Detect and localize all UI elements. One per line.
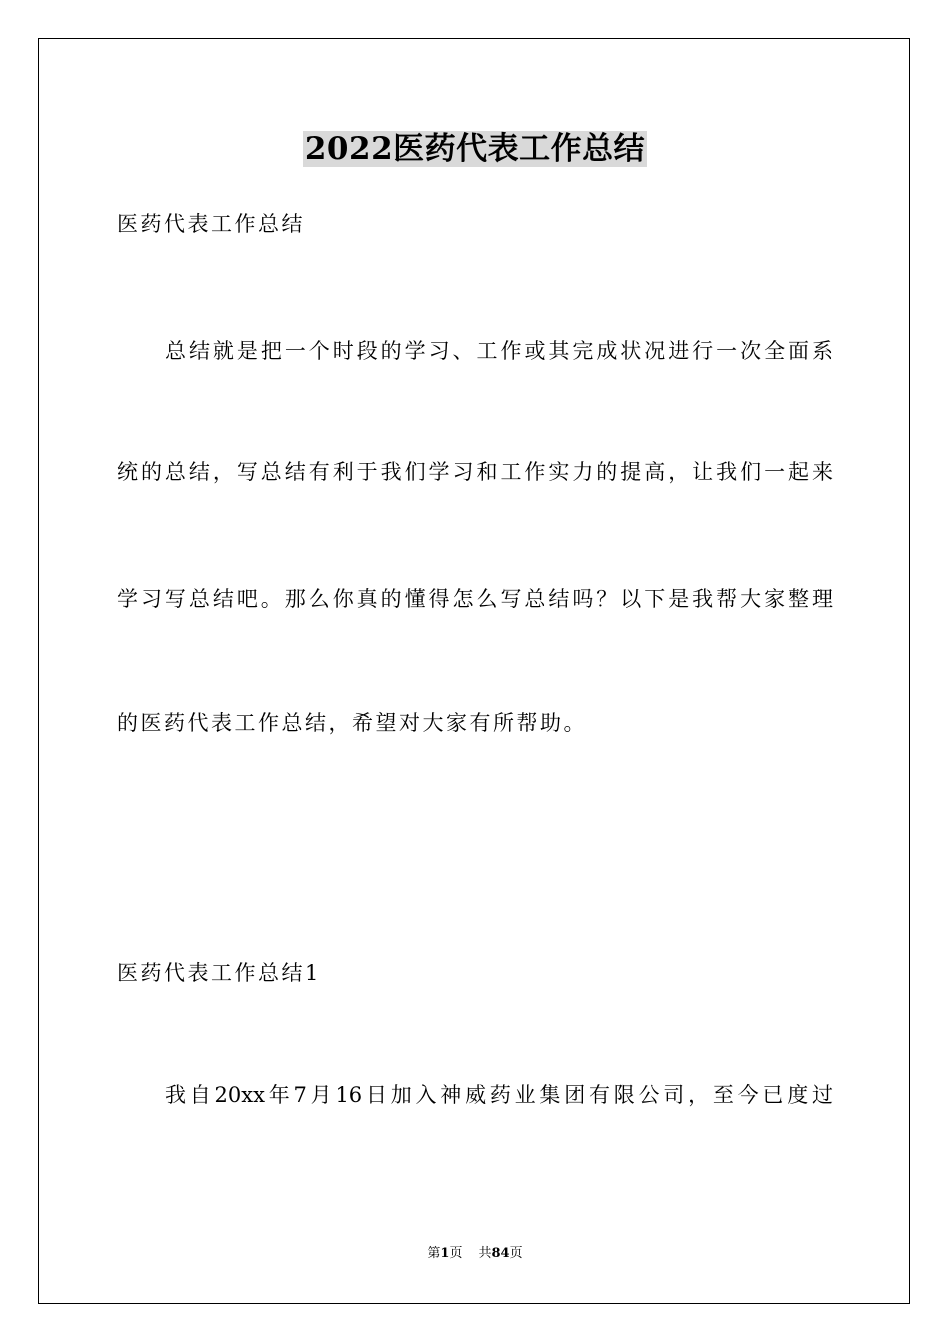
- document-subtitle: 医药代表工作总结: [117, 212, 305, 236]
- page-footer: [0, 1245, 950, 1263]
- document-title: [0, 128, 950, 170]
- intro-line-1: 总结就是把一个时段的学习、工作或其完成状况进行一次全面系: [165, 339, 833, 363]
- intro-line-4: 的医药代表工作总结，希望对大家有所帮助。: [117, 711, 587, 735]
- document-title-text: 2022医药代表工作总结: [304, 131, 646, 167]
- intro-line-3: 学习写总结吧。那么你真的懂得怎么写总结吗？以下是我帮大家整理: [117, 587, 833, 611]
- page-prefix: 第: [427, 1246, 441, 1261]
- total-prefix: 共: [478, 1246, 492, 1261]
- total-pages: 84: [491, 1246, 510, 1261]
- page-suffix: 页: [449, 1246, 463, 1261]
- section-heading: 医药代表工作总结1: [117, 961, 321, 985]
- page-number: 1: [440, 1246, 450, 1261]
- intro-line-2: 统的总结，写总结有利于我们学习和工作实力的提高，让我们一起来: [117, 460, 833, 484]
- section-paragraph-line-1: 我自20xx年7月16日加入神威药业集团有限公司，至今已度过: [165, 1083, 833, 1107]
- total-suffix: 页: [509, 1246, 523, 1261]
